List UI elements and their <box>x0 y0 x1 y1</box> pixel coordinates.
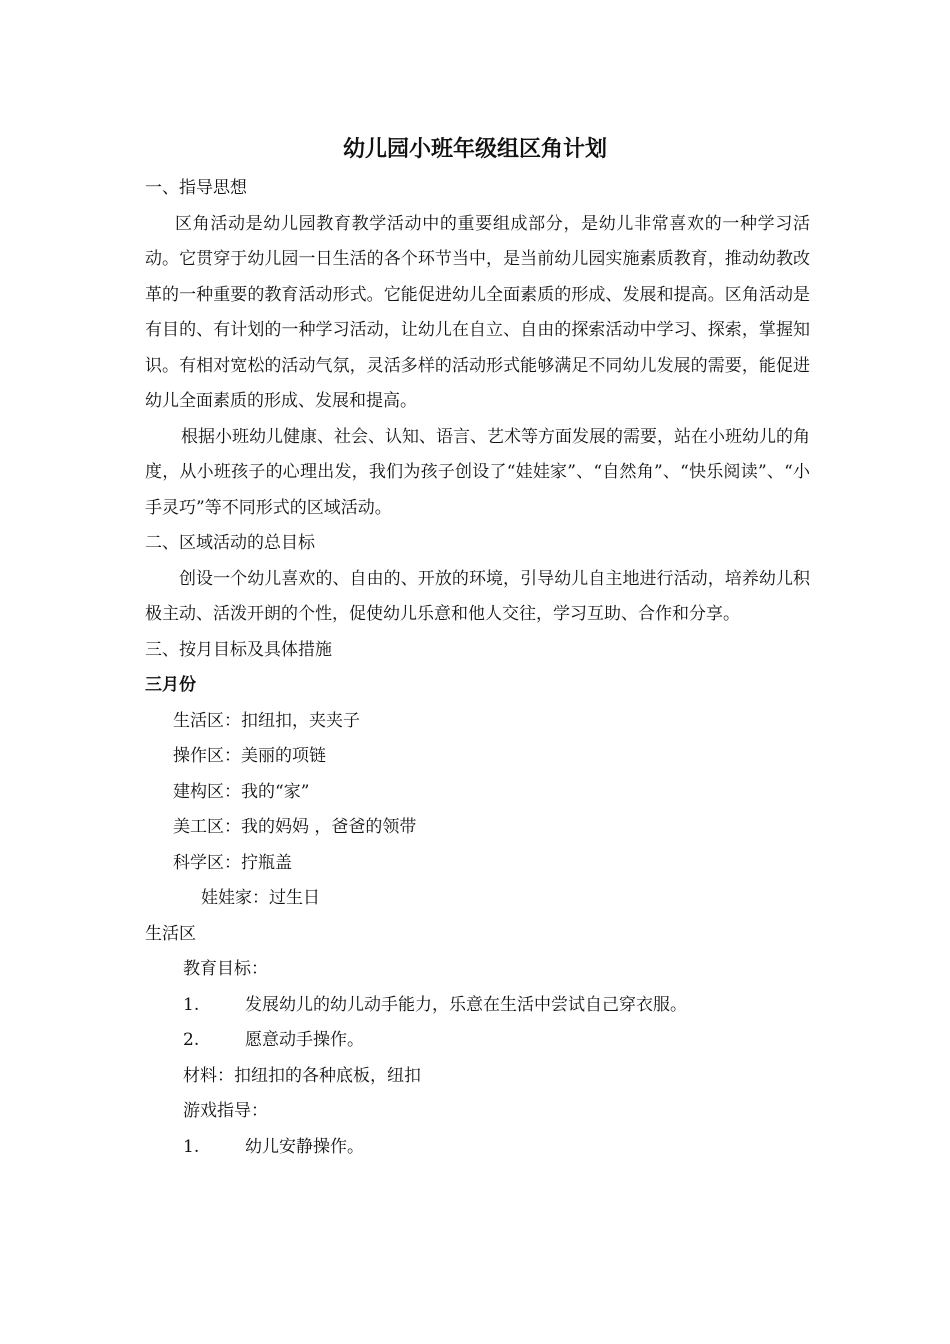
area-item-doll-house: 娃娃家：过生日 <box>201 888 320 908</box>
paragraph-small-class-areas: 根据小班幼儿健康、社会、认知、语言、艺术等方面发展的需要，站在小班幼儿的角度，从小班孩子的心理出发，我们为孩子创设了“娃娃家”、“自然角”、“快乐阅读”、“小手灵巧”等不同形式的区域活动。 <box>145 426 810 518</box>
materials-line: 材料：扣纽扣的各种底板，纽扣 <box>183 1065 421 1086</box>
paragraph-area-activity-intro: 区角活动是幼儿园教育教学活动中的重要组成部分，是幼儿非常喜欢的一种学习活动。它贯穿于幼儿园一日生活的各个环节当中，是当前幼儿园实施素质教育，推动幼教改革的一种重要的教育活动形式。它能促进幼儿全面素质的形成、发展和提高。区角活动是有目的、有计划的一种学习活动，让幼儿在自立、自由的探索活动中学习、探索，掌握知识。有相对宽松的活动气氛，灵活多样的活动形式能够满足不同幼儿发展的需要，能促进幼儿全面素质的形成、发展和提高。 <box>145 213 810 411</box>
goal-text: 发展幼儿的幼儿动手能力，乐意在生活中尝试自己穿衣服。 <box>245 994 687 1015</box>
section-heading-monthly-goals: 三、按月目标及具体措施 <box>145 639 332 660</box>
area-item-science: 科学区：拧瓶盖 <box>173 852 292 873</box>
month-heading-march: 三月份 <box>145 675 196 695</box>
goal-item-2 <box>145 1023 810 1059</box>
paragraph-overall-goal: 创设一个幼儿喜欢的、自由的、开放的环境，引导幼儿自主地进行活动，培养幼儿积极主动、活泼开朗的个性，促使幼儿乐意和他人交往，学习互助、合作和分享。 <box>145 568 810 624</box>
goal-text: 愿意动手操作。 <box>245 1030 364 1050</box>
guidance-text: 幼儿安静操作。 <box>245 1136 364 1157</box>
guidance-item-1 <box>145 1130 810 1166</box>
life-area-heading: 生活区 <box>145 923 196 944</box>
game-guidance-label: 游戏指导： <box>183 1101 268 1121</box>
goal-item-1 <box>145 988 810 1024</box>
area-item-construction: 建构区：我的“家” <box>173 781 310 802</box>
education-goals-label: 教育目标： <box>183 959 268 979</box>
area-item-operation: 操作区：美丽的项链 <box>173 746 326 766</box>
area-item-life: 生活区：扣纽扣，夹夹子 <box>173 710 360 731</box>
section-heading-overall-goal: 二、区域活动的总目标 <box>145 533 315 553</box>
section-heading-guiding-ideology: 一、指导思想 <box>145 178 247 198</box>
goal-number: 1. <box>183 994 200 1015</box>
document-body <box>145 171 810 1165</box>
goal-number: 2. <box>183 1030 200 1050</box>
document-title: 幼儿园小班年级组区角计划 <box>342 137 607 162</box>
area-item-art: 美工区：我的妈妈 ，爸爸的领带 <box>173 817 417 837</box>
guidance-number: 1. <box>183 1136 200 1157</box>
